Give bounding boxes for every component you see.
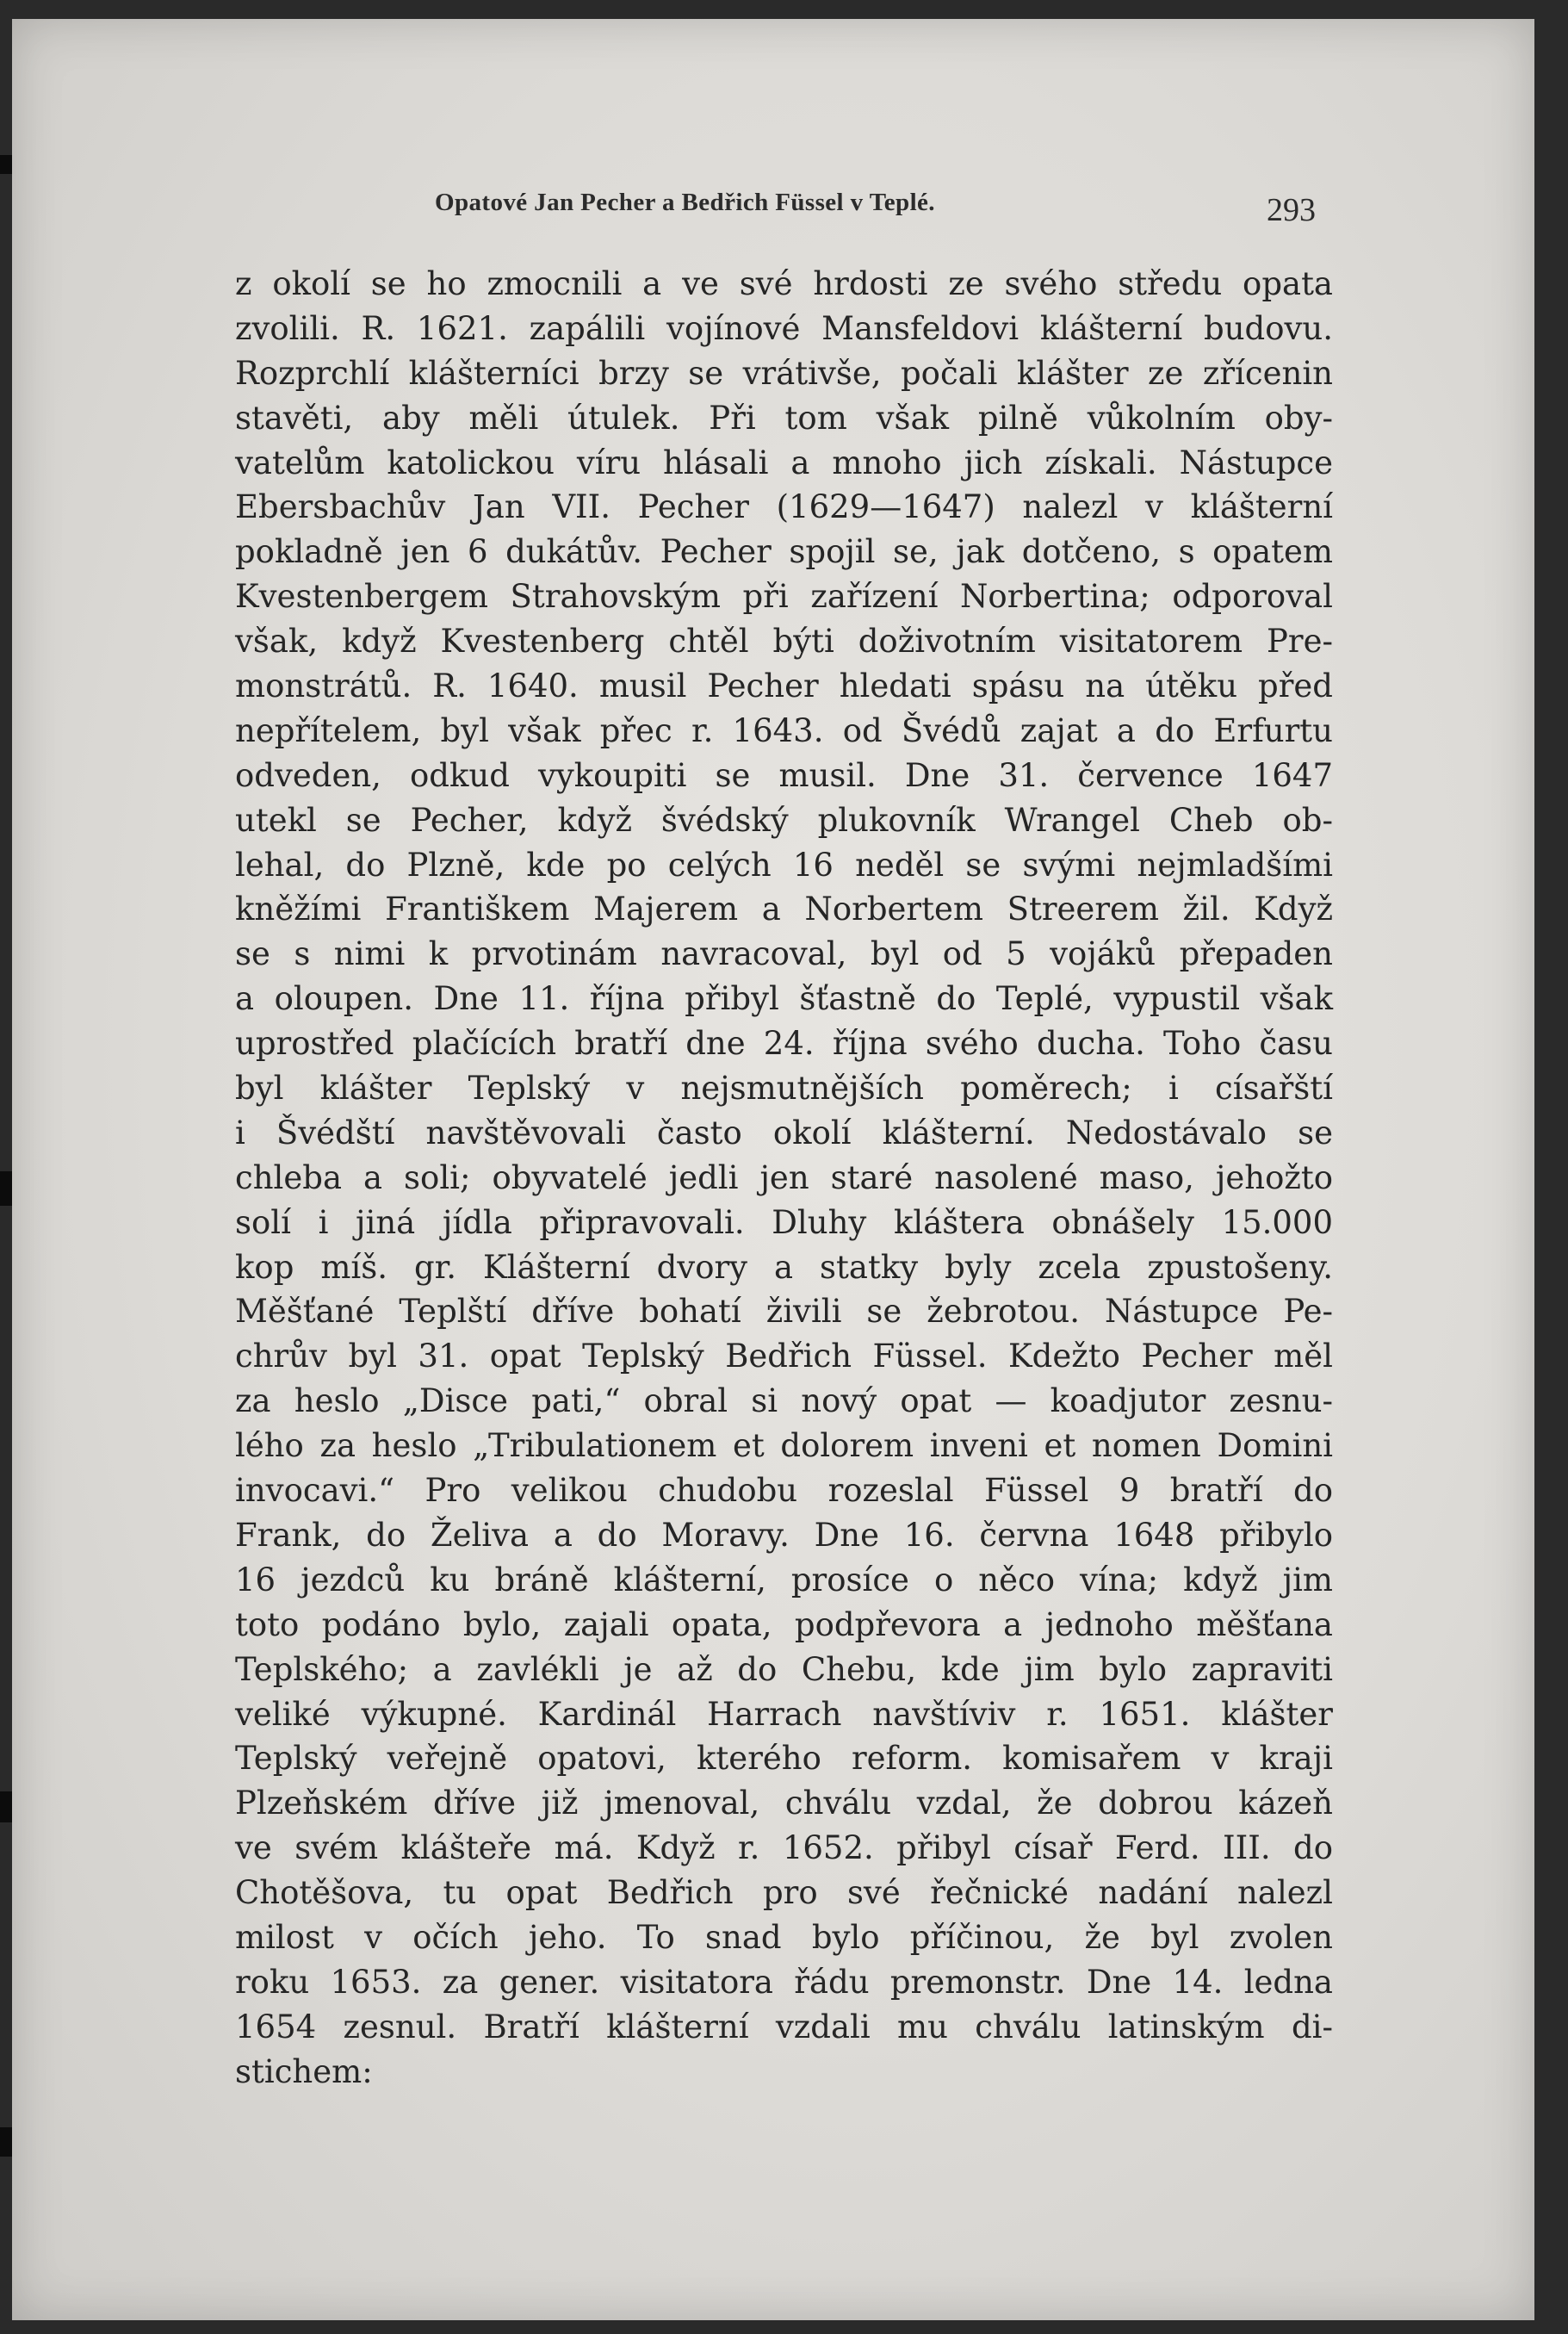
page-header xyxy=(12,19,1534,277)
text-line: veliké výkupné. Kardinál Harrach navštíviv r. 1651. klášter xyxy=(235,1695,1333,1733)
text-line: Chotěšova, tu opat Bedřich pro své řečnické nadání nalezl xyxy=(235,1874,1333,1912)
text-line: však, když Kvestenberg chtěl býti doživotním visitatorem Pre- xyxy=(235,623,1333,661)
text-line: za heslo „Disce pati,“ obral si nový opat — koadjutor zesnu- xyxy=(235,1382,1333,1420)
text-line: se s nimi k prvotinám navracoval, byl od 5 vojáků přepaden xyxy=(235,935,1333,973)
text-line: utekl se Pecher, když švédský plukovník Wrangel Cheb ob- xyxy=(235,801,1333,839)
text-line: i Švédští navštěvovali často okolí klášterní. Nedostávalo se xyxy=(235,1114,1333,1151)
text-line: monstrátů. R. 1640. musil Pecher hledati spásu na útěku před xyxy=(235,667,1333,705)
text-line: zvolili. R. 1621. zapálili vojínové Mansfeldovi klášterní budovu. xyxy=(235,309,1333,347)
text-line: Teplského; a zavlékli je až do Chebu, kde jim bylo zapraviti xyxy=(235,1650,1333,1688)
text-line: chrův byl 31. opat Teplský Bedřich Füssel. Kdežto Pecher měl xyxy=(235,1338,1333,1375)
text-line: Frank, do Želiva a do Moravy. Dne 16. června 1648 přibylo xyxy=(235,1516,1333,1554)
text-line: lého za heslo „Tribulationem et dolorem inveni et nomen Domini xyxy=(235,1427,1333,1465)
text-line: Teplský veřejně opatovi, kterého reform. komisařem v kraji xyxy=(235,1740,1333,1778)
text-line: lehal, do Plzně, kde po celých 16 neděl se svými nejmladšími xyxy=(235,846,1333,884)
scan-edge-mark xyxy=(0,1791,12,1822)
page-number: 293 xyxy=(1267,192,1316,228)
text-line: invocavi.“ Pro velikou chudobu rozeslal Füssel 9 bratří do xyxy=(235,1472,1333,1510)
text-line: kop míš. gr. Klášterní dvory a statky byly zcela zpustošeny. xyxy=(235,1248,1333,1286)
body-text xyxy=(235,262,1333,2095)
text-line: Měšťané Teplští dříve bohatí živili se žebrotou. Nástupce Pe- xyxy=(235,1293,1333,1331)
text-line: Ebersbachův Jan VII. Pecher (1629—1647) nalezl v klášterní xyxy=(235,488,1333,526)
scan-edge-mark xyxy=(0,155,12,174)
text-line: byl klášter Teplský v nejsmutnějších poměrech; i císařští xyxy=(235,1070,1333,1108)
text-line: odveden, odkud vykoupiti se musil. Dne 31. července 1647 xyxy=(235,756,1333,794)
text-line: nepřítelem, byl však přec r. 1643. od Švédů zajat a do Erfurtu xyxy=(235,711,1333,749)
text-line: 1654 zesnul. Bratří klášterní vzdali mu chválu latinským di- xyxy=(235,2008,1333,2045)
text-line: solí i jiná jídla připravovali. Dluhy kláštera obnášely 15.000 xyxy=(235,1203,1333,1241)
text-line: Kvestenbergem Strahovským při zařízení Norbertina; odporoval xyxy=(235,578,1333,616)
scan-edge-mark xyxy=(0,2127,12,2157)
text-line: milost v očích jeho. To snad bylo příčinou, že byl zvolen xyxy=(235,1918,1333,1956)
text-line: stavěti, aby měli útulek. Při tom však pilně vůkolním oby- xyxy=(235,399,1333,437)
scan-edge-mark xyxy=(0,1171,12,1206)
text-line: vatelům katolickou víru hlásali a mnoho jich získali. Nástupce xyxy=(235,444,1333,481)
running-title: Opatové Jan Pecher a Bedřich Füssel v Teplé. xyxy=(435,189,935,216)
text-line: z okolí se ho zmocnili a ve své hrdosti ze svého středu opata xyxy=(235,265,1333,302)
text-line: chleba a soli; obyvatelé jedli jen staré nasolené maso, jehožto xyxy=(235,1158,1333,1196)
text-line: toto podáno bylo, zajali opata, podpřevora a jednoho měšťana xyxy=(235,1605,1333,1643)
text-line: 16 jezdců ku bráně klášterní, prosíce o něco vína; když jim xyxy=(235,1561,1333,1598)
text-line: stichem: xyxy=(235,2052,373,2090)
text-line: uprostřed plačících bratří dne 24. října svého ducha. Toho času xyxy=(235,1025,1333,1063)
text-line: Plzeňském dříve již jmenoval, chválu vzdal, že dobrou kázeň xyxy=(235,1785,1333,1822)
text-line: kněžími Františkem Majerem a Norbertem Streerem žil. Když xyxy=(235,891,1333,928)
text-line: Rozprchlí klášterníci brzy se vrátivše, počali klášter ze zřícenin xyxy=(235,354,1333,392)
text-line: roku 1653. za gener. visitatora řádu premonstr. Dne 14. ledna xyxy=(235,1963,1333,2001)
book-page xyxy=(12,19,1534,2320)
text-line: a oloupen. Dne 11. října přibyl šťastně do Teplé, vypustil však xyxy=(235,980,1333,1018)
text-line: pokladně jen 6 dukátův. Pecher spojil se, jak dotčeno, s opatem xyxy=(235,533,1333,571)
text-line: ve svém klášteře má. Když r. 1652. přibyl císař Ferd. III. do xyxy=(235,1829,1333,1867)
